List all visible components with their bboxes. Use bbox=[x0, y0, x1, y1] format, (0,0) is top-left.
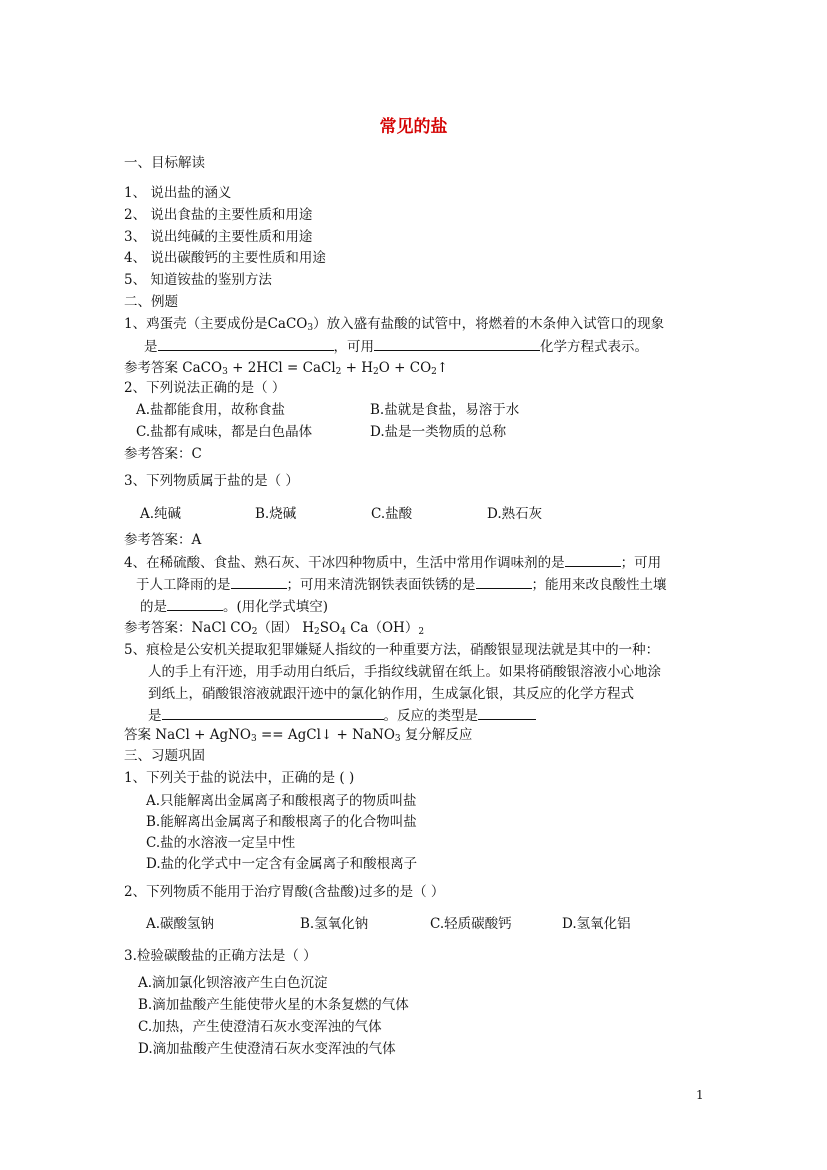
example-5-answer: 答案 NaCl + AgNO$_3$ == AgCl↓ + NaNO$_3$ 复分解反应 bbox=[124, 727, 473, 744]
option-d: D.盐的化学式中一定含有金属离子和酸根离子 bbox=[146, 856, 418, 872]
option-b: B.盐就是食盐，易溶于水 bbox=[370, 402, 520, 418]
option-a: A.只能解离出金属离子和酸根离子的物质叫盐 bbox=[146, 793, 417, 809]
option-a: A.碳酸氢钠 bbox=[146, 916, 215, 932]
example-5-line-3: 到纸上，硝酸银溶液就跟汗迹中的氯化钠作用，生成氯化银，其反应的化学方程式 bbox=[148, 686, 634, 702]
option-d: D.熟石灰 bbox=[487, 506, 543, 522]
example-1-line-2: 是 ，可用 化学方程式表示。 bbox=[144, 339, 648, 355]
option-c: C.轻质碳酸钙 bbox=[430, 916, 512, 932]
option-b: B.能解离出金属离子和酸根离子的化合物叫盐 bbox=[146, 814, 417, 830]
example-4-line-1: 4、在稀硫酸、食盐、熟石灰、干冰四种物质中，生活中常用作调味剂的是 ；可用 bbox=[124, 555, 662, 571]
example-1-answer: 参考答案 CaCO$_3$ + 2HCl = CaCl$_2$ + $H_2O$ + $CO_2↑$ bbox=[124, 360, 449, 377]
example-3-answer: 参考答案：A bbox=[124, 532, 202, 548]
option-a: A.盐都能食用，故称食盐 bbox=[136, 402, 286, 418]
section-heading-examples: 二、例题 bbox=[124, 294, 178, 310]
section-heading-exercises: 三、习题巩固 bbox=[124, 748, 205, 764]
option-c: C.盐的水溶液一定呈中性 bbox=[146, 835, 296, 851]
page-number: 1 bbox=[696, 1088, 704, 1102]
document-title: 常见的盐 bbox=[379, 117, 448, 137]
example-4-line-2: 于人工降雨的是 ；可用来清洗钢铁表面铁锈的是 ；能用来改良酸性土壤 bbox=[136, 577, 667, 593]
option-a: A.纯碱 bbox=[140, 506, 182, 522]
option-d: D.氢氧化铝 bbox=[562, 916, 631, 932]
option-c: C.盐酸 bbox=[371, 506, 413, 522]
option-b: B.烧碱 bbox=[255, 506, 297, 522]
option-b: B.滴加盐酸产生能使带火星的木条复燃的气体 bbox=[138, 997, 409, 1013]
example-2-answer: 参考答案：C bbox=[124, 446, 202, 462]
answer-blank[interactable] bbox=[476, 575, 532, 589]
example-1-line-1: 1、鸡蛋壳（主要成份是CaCO$_3$）放入盛有盐酸的试管中，将燃着的木条伸入试管口的现象 bbox=[124, 316, 665, 333]
goal-item: 1、 说出盐的涵义 bbox=[124, 185, 232, 201]
option-d: D.滴加盐酸产生使澄清石灰水变浑浊的气体 bbox=[138, 1041, 396, 1057]
option-a: A.滴加氯化钡溶液产生白色沉淀 bbox=[138, 975, 328, 991]
example-3-stem: 3、下列物质属于盐的是（ ） bbox=[124, 473, 299, 489]
example-2-stem: 2、下列说法正确的是（ ） bbox=[124, 380, 286, 396]
goal-item: 2、 说出食盐的主要性质和用途 bbox=[124, 207, 313, 223]
goal-item: 5、 知道铵盐的鉴别方法 bbox=[124, 272, 272, 288]
answer-blank[interactable] bbox=[478, 706, 536, 720]
option-c: C.盐都有咸味，都是白色晶体 bbox=[136, 424, 313, 440]
answer-blank[interactable] bbox=[158, 337, 334, 351]
exercise-3-stem: 3.检验碳酸盐的正确方法是（ ） bbox=[124, 948, 317, 964]
answer-blank[interactable] bbox=[231, 575, 287, 589]
goal-item: 3、 说出纯碱的主要性质和用途 bbox=[124, 229, 313, 245]
option-d: D.盐是一类物质的总称 bbox=[370, 424, 507, 440]
section-heading-goals: 一、目标解读 bbox=[124, 155, 205, 171]
answer-blank[interactable] bbox=[167, 597, 223, 611]
example-5-line-1: 5、痕检是公安机关提取犯罪嫌疑人指纹的一种重要方法，硝酸银显现法就是其中的一种： bbox=[124, 642, 660, 658]
option-b: B.氢氧化钠 bbox=[300, 916, 369, 932]
exercise-1-stem: 1、下列关于盐的说法中，正确的是 ( ) bbox=[124, 770, 355, 786]
option-c: C.加热，产生使澄清石灰水变浑浊的气体 bbox=[138, 1019, 382, 1035]
example-5-line-2: 人的手上有汗迹，用手动用白纸后，手指纹线就留在纸上。如果将硝酸银溶液小心地涂 bbox=[148, 664, 661, 680]
goal-item: 4、 说出碳酸钙的主要性质和用途 bbox=[124, 250, 326, 266]
exercise-2-stem: 2、下列物质不能用于治疗胃酸(含盐酸)过多的是（ ） bbox=[124, 884, 445, 900]
example-5-line-4: 是 。反应的类型是 bbox=[148, 706, 536, 725]
example-4-answer: 参考答案：NaCl $CO_2$（固） $H_2SO_4$ $Ca(OH)_2$ bbox=[124, 620, 425, 637]
example-4-line-3: 的是 。(用化学式填空) bbox=[140, 599, 329, 615]
answer-blank[interactable] bbox=[374, 337, 540, 351]
answer-blank[interactable] bbox=[565, 553, 621, 567]
answer-blank[interactable] bbox=[162, 706, 384, 720]
